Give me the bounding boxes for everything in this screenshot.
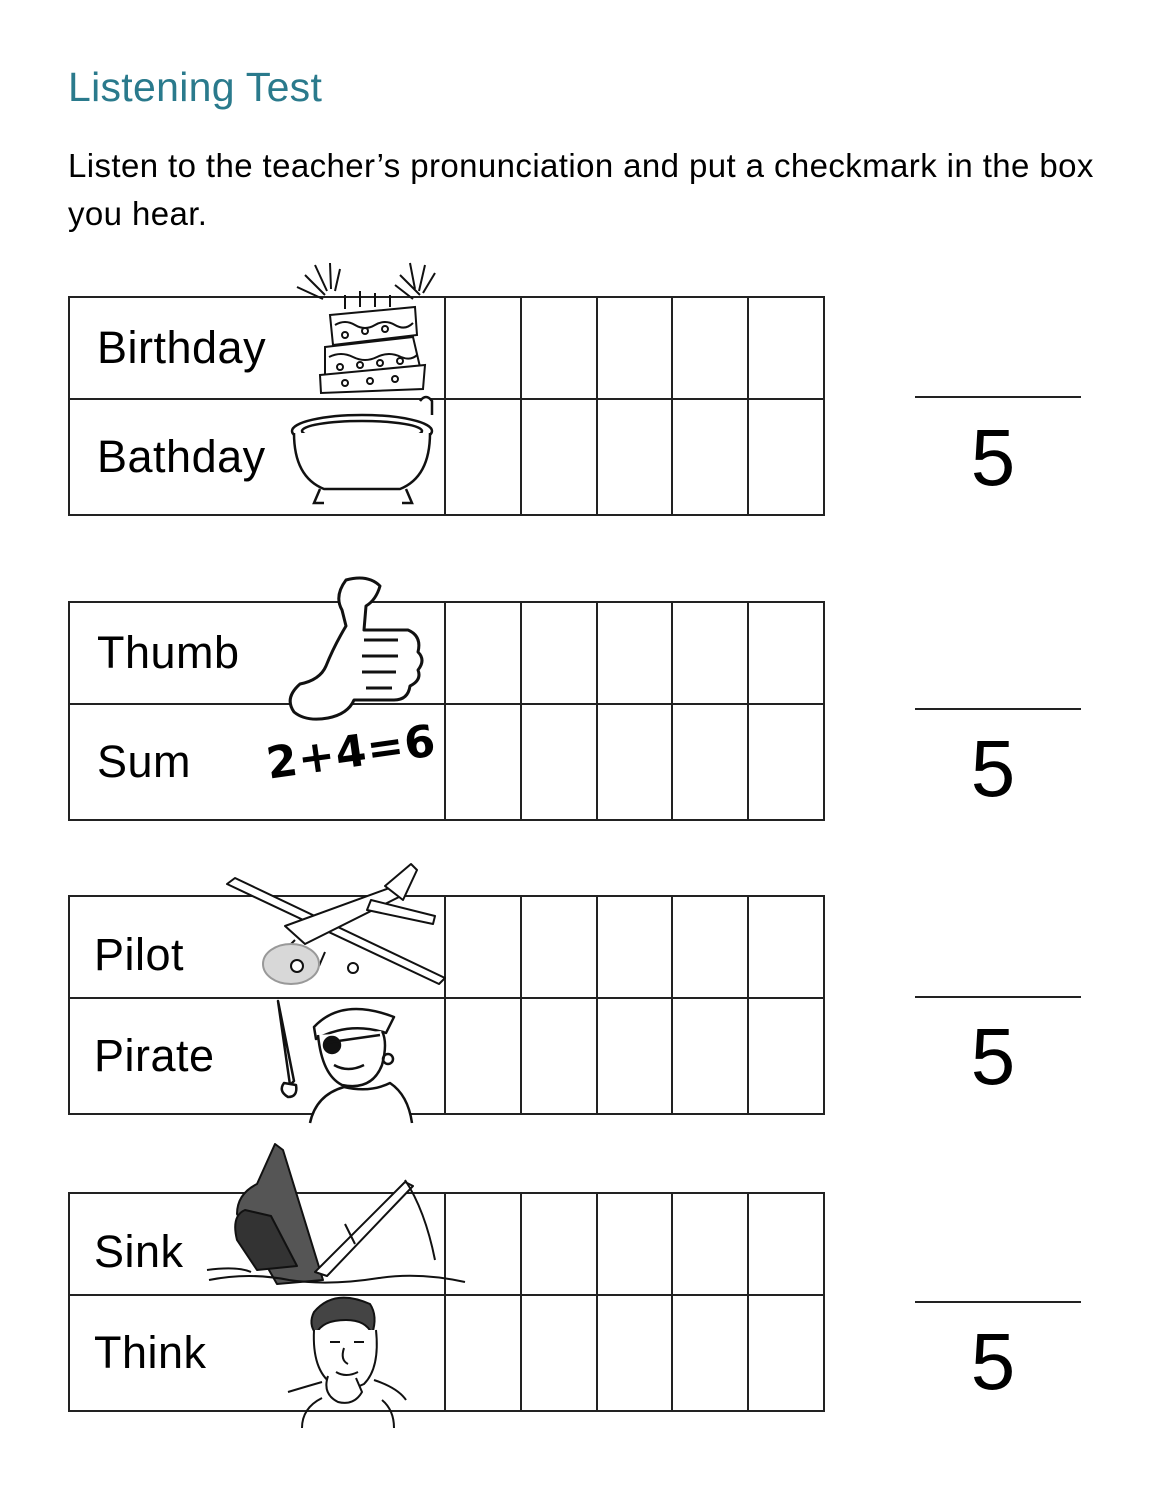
word-pilot: Pilot [94,929,185,980]
check-box[interactable] [749,1194,823,1294]
word-row-pilot [70,897,823,997]
score-value: 5 [970,413,1016,502]
score-line [915,996,1081,998]
score-value: 5 [970,1012,1016,1101]
check-box[interactable] [673,603,749,703]
word-row-thumb [70,603,823,703]
check-box[interactable] [522,999,598,1113]
word-sink: Sink [94,1226,184,1277]
page-title: Listening Test [68,64,323,110]
word-sum: Sum [97,736,192,787]
bathtub-icon [290,393,440,511]
check-box[interactable] [598,1296,674,1410]
check-box[interactable] [598,603,674,703]
check-box[interactable] [446,705,522,819]
word-pair-3 [68,895,825,1115]
check-box[interactable] [673,1296,749,1410]
check-box[interactable] [749,603,823,703]
score-line [915,1301,1081,1303]
check-box[interactable] [673,1194,749,1294]
sinking-ship-icon [205,1140,470,1290]
word-row-pirate [70,997,823,1113]
check-box[interactable] [598,298,674,398]
check-box[interactable] [446,999,522,1113]
score-line [915,708,1081,710]
check-box[interactable] [446,1296,522,1410]
check-box[interactable] [522,1194,598,1294]
check-box[interactable] [522,298,598,398]
check-box[interactable] [598,897,674,997]
check-box[interactable] [598,1194,674,1294]
check-box[interactable] [673,298,749,398]
score-value: 5 [970,1317,1016,1406]
check-box[interactable] [522,603,598,703]
check-box[interactable] [673,999,749,1113]
birthday-cake-icon [285,255,455,395]
word-pair-2 [68,601,825,821]
check-box[interactable] [673,705,749,819]
check-box[interactable] [522,1296,598,1410]
check-box[interactable] [749,999,823,1113]
score-line [915,396,1081,398]
word-think: Think [94,1327,207,1378]
check-box[interactable] [522,897,598,997]
word-pirate: Pirate [94,1030,215,1081]
thumbs-up-icon [284,574,434,720]
label-cell [70,705,446,819]
check-box[interactable] [673,400,749,514]
check-box[interactable] [749,705,823,819]
check-box[interactable] [673,897,749,997]
check-box[interactable] [446,400,522,514]
check-box[interactable] [749,298,823,398]
instructions: Listen to the teacher’s pronunciation and put a checkmark in the box you hear. [68,147,1094,232]
word-bathday: Bathday [97,431,266,482]
check-box[interactable] [446,298,522,398]
word-birthday: Birthday [97,322,267,373]
check-box[interactable] [598,400,674,514]
math-sum-icon: 2+4=6 [263,715,440,790]
word-row-bathday [70,398,823,514]
check-box[interactable] [522,705,598,819]
check-box[interactable] [749,897,823,997]
word-row-think [70,1294,823,1410]
check-box[interactable] [598,999,674,1113]
check-box[interactable] [446,897,522,997]
word-thumb: Thumb [97,627,240,678]
airplane-icon [225,860,445,990]
pirate-icon [270,997,415,1127]
check-box[interactable] [522,400,598,514]
check-box[interactable] [749,1296,823,1410]
score-value: 5 [970,724,1016,813]
thinking-man-icon [284,1292,409,1430]
check-box[interactable] [598,705,674,819]
word-row-sum [70,703,823,819]
check-box[interactable] [446,603,522,703]
check-box[interactable] [749,400,823,514]
